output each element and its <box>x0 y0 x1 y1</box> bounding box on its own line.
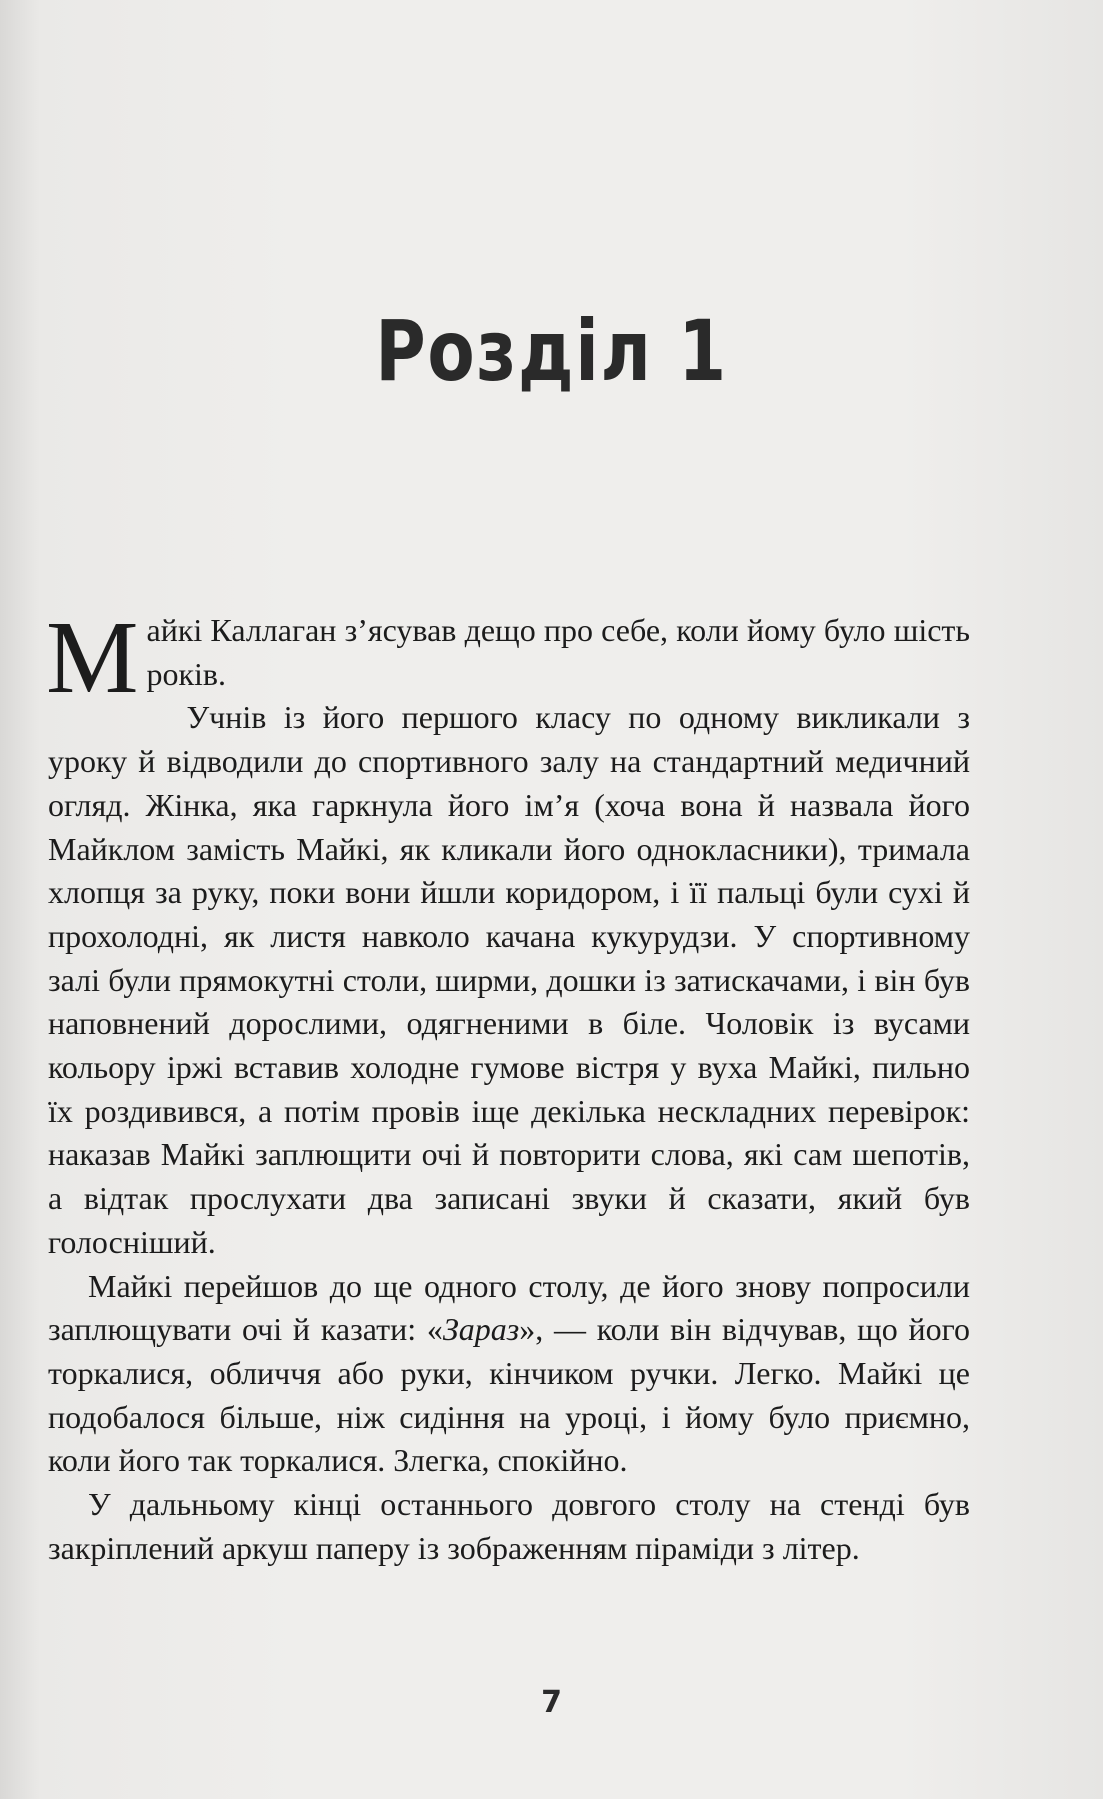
paragraph-1 <box>46 600 970 715</box>
paragraph-3-text-a: Майкі перейшов до ще одного столу, де його знову попросили заплющувати очі й казати: « <box>48 1267 970 1348</box>
page-number: 7 <box>541 1685 562 1720</box>
paragraph-3-text-b: », — коли він відчував, що його торкалися, обличчя або руки, кінчиком ручки. Легко. Майкі це подобалося більше, ніж сидіння на уроці, і йому було приємно, коли його так торкалися. Злегка, спокійно. <box>48 1311 971 1479</box>
drop-cap: М <box>46 600 139 715</box>
paragraph-3-emphasis: Зараз <box>442 1311 520 1348</box>
paragraph-1-text: айкі Каллаган з’ясував дещо про себе, коли йому було шість років. <box>146 612 970 692</box>
paragraph-4: У дальньому кінці останнього довгого столу на стенді був закріплений аркуш паперу із зображенням піраміди з літер. <box>48 1486 970 1566</box>
paragraph-3 <box>48 1265 970 1484</box>
body-text <box>46 600 971 1570</box>
chapter-title: Розділ 1 <box>375 302 728 401</box>
paragraph-2: Учнів із його першого класу по одному викликали з уроку й відводили до спортивного залу на стандартний медичний огляд. Жінка, яка гаркнула його ім’я (хоча вона й назвала його Майклом замість Майкі, як кликали його однокласники), тримала хлопця за руку, поки вони йшли коридором, і її пальці були сухі й прохолодні, як листя навколо качана кукурудзи. У спортивному залі були прямокутні столи, ширми, дошки із затискачами, і він був наповнений дорослими, одягненими в біле. Чоловік із вусами кольору іржі вставив холодне гумове вістря у вуха Майкі, пильно їх роздивився, а потім провів іще декілька нескладних перевірок: наказав Майкі заплющити очі й повторити слова, які сам шепотів, а відтак прослухати два записані звуки й сказати, який був голосніший. <box>48 699 970 1260</box>
